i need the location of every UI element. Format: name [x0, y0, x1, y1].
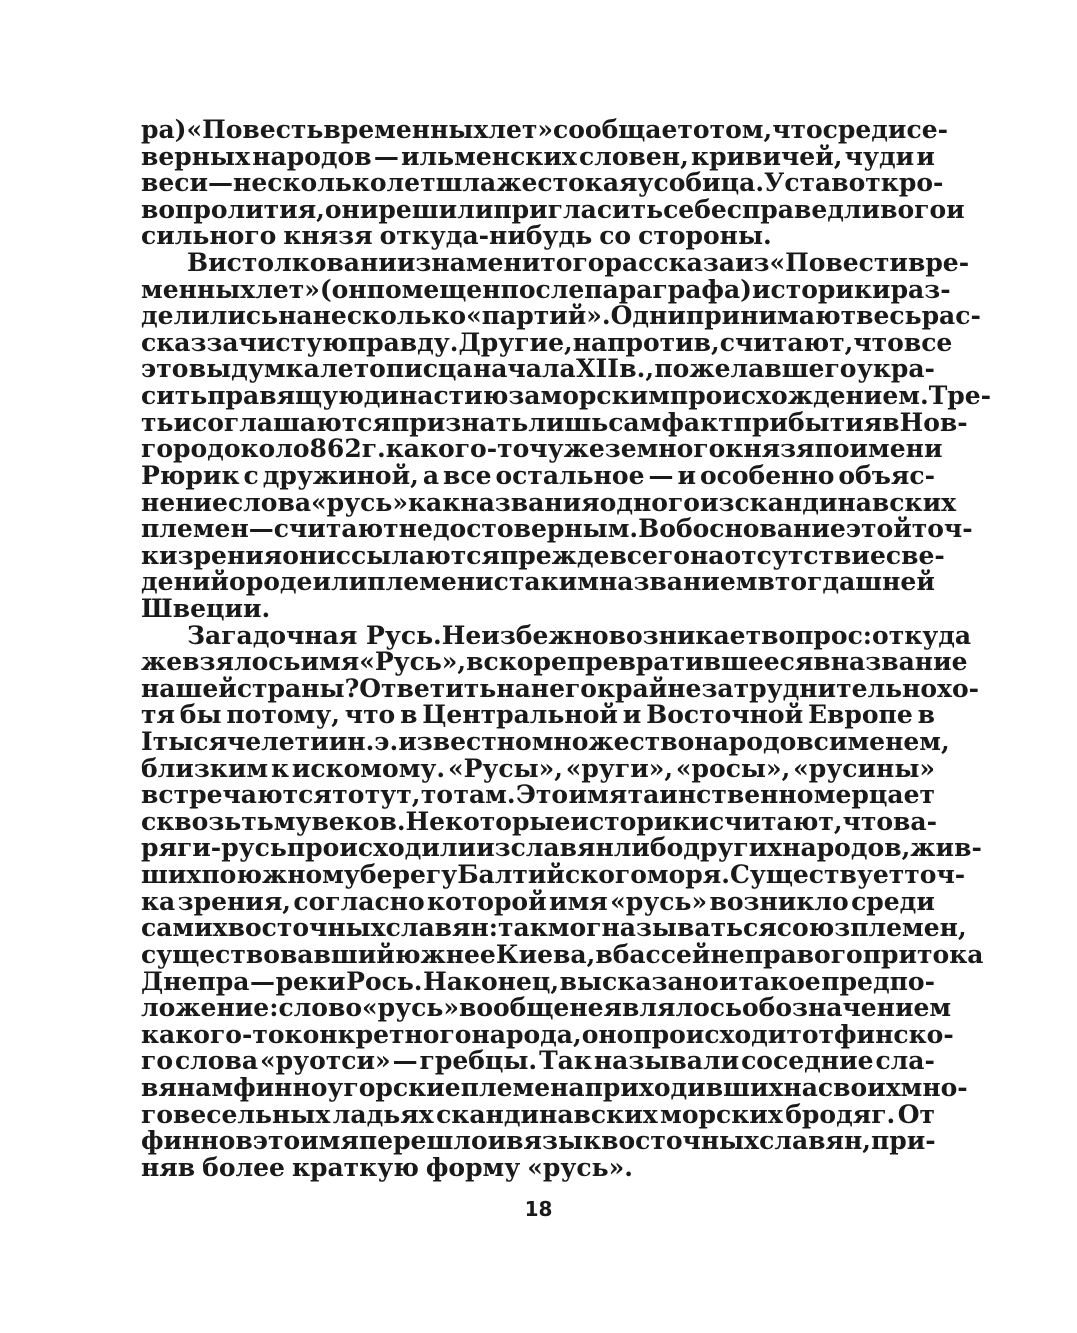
- paragraph-2-line: делились на несколько «партий». Одни принимают весь рас-: [141, 301, 981, 331]
- paragraph-2-line: это выдумка летописца начала XII в., пожелавшего укра-: [141, 354, 935, 384]
- paragraph-3-line: тя бы потому, что в Центральной и Восточной Европе в: [141, 700, 935, 730]
- paragraph-1-line: ра) «Повесть временных лет» сообщает о том, что среди се-: [141, 115, 948, 144]
- paragraph-3-line: же взялось имя «Русь», вскоре превратившееся в название: [141, 647, 968, 677]
- paragraph-1-line: сильного князя откуда-нибудь со стороны.: [141, 221, 772, 251]
- paragraph-2-line: Швеции.: [141, 593, 271, 623]
- paragraph-3-line: Загадочная Русь. Неизбежно возникает вопрос: откуда: [187, 620, 972, 650]
- paragraph-2-line: менных лет» (он помещен после параграфа) историки раз-: [141, 274, 951, 304]
- paragraph-3-line: самих восточных славян: так мог называться союз племен,: [141, 913, 967, 943]
- paragraph-3-line: го слова «руотси» — гребцы. Так называли соседние сла-: [141, 1046, 935, 1076]
- paragraph-3-line: близким к искомому. «Русы», «руги», «росы», «русины»: [141, 753, 935, 783]
- paragraph-2-line: племен — считают недостоверным. В обоснование этой точ-: [141, 514, 973, 544]
- paragraph-3-line: няв более краткую форму «русь».: [141, 1152, 633, 1182]
- paragraph-3-line: ложение: слово «русь» вообще не являлось обозначением: [141, 993, 952, 1023]
- paragraph-2-line: тьи соглашаются признать лишь сам факт прибытия в Нов-: [141, 407, 968, 437]
- paragraph-3-line: говесельных ладьях скандинавских морских бродяг. От: [141, 1099, 935, 1129]
- paragraph-3-line: ка зрения, согласно которой имя «русь» возникло среди: [141, 886, 935, 916]
- paragraph-2-line: дений о роде или племени с таким названием в тогдашней: [141, 567, 935, 597]
- paragraph-2-line: нение слова «русь» как названия одного из скандинавских: [141, 487, 957, 517]
- section-heading: Загадочная Русь.: [187, 620, 442, 650]
- paragraph-3-line: нашей страны? Ответить на него крайне затруднительно хо-: [141, 673, 980, 703]
- paragraph-2-line: сить правящую династию заморским происхождением. Тре-: [141, 381, 992, 411]
- page-number: 18: [524, 1197, 553, 1221]
- paragraph-2-line: Рюрик с дружиной, а все остальное — и особенно объяс-: [141, 460, 935, 490]
- paragraph-3-line: ряги-русь происходили из славян либо других народов, жив-: [141, 833, 982, 863]
- paragraph-3-line: I тысячелетии н. э. известно множество народов с именем,: [141, 727, 950, 757]
- paragraph-2-line: сказ за чистую правду. Другие, напротив, считают, что все: [141, 327, 953, 357]
- paragraph-2-line: ки зрения они ссылаются прежде всего на отсутствие све-: [141, 540, 945, 570]
- paragraph-3-line: Днепра — реки Рось. Наконец, высказано и такое предпо-: [141, 966, 935, 996]
- paragraph-1-line: вопролития, они решили пригласить себе справедливого и: [141, 194, 965, 224]
- paragraph-3-line: какого-то конкретного народа, оно происходит от финско-: [141, 1019, 954, 1049]
- paragraph-1-line: верных народов — ильменских словен, кривичей, чуди и: [141, 141, 935, 171]
- paragraph-3-line: финнов это имя перешло и в язык восточных славян, при-: [141, 1126, 936, 1156]
- paragraph-2-line: город около 862 г. какого-то чужеземного князя по имени: [141, 434, 943, 464]
- paragraph-3-line: вянам финноугорские племена приходивших на своих мно-: [141, 1072, 968, 1102]
- paragraph-3-line: сквозь тьму веков. Некоторые историки считают, что ва-: [141, 806, 937, 836]
- paragraph-3-line: ших по южному берегу Балтийского моря. Существует точ-: [141, 860, 966, 890]
- paragraph-3-line: существовавший южнее Киева, в бассейне правого притока: [141, 939, 984, 969]
- body-text: [141, 115, 992, 1182]
- paragraph-1-line: веси — несколько лет шла жестокая усобица. Устав от кро-: [141, 168, 944, 198]
- paragraph-2-line: В истолковании знаменитого рассказа из «Повести вре-: [187, 248, 970, 278]
- paragraph-3-line: встречаются то тут, то там. Это имя таинственно мерцает: [141, 780, 935, 810]
